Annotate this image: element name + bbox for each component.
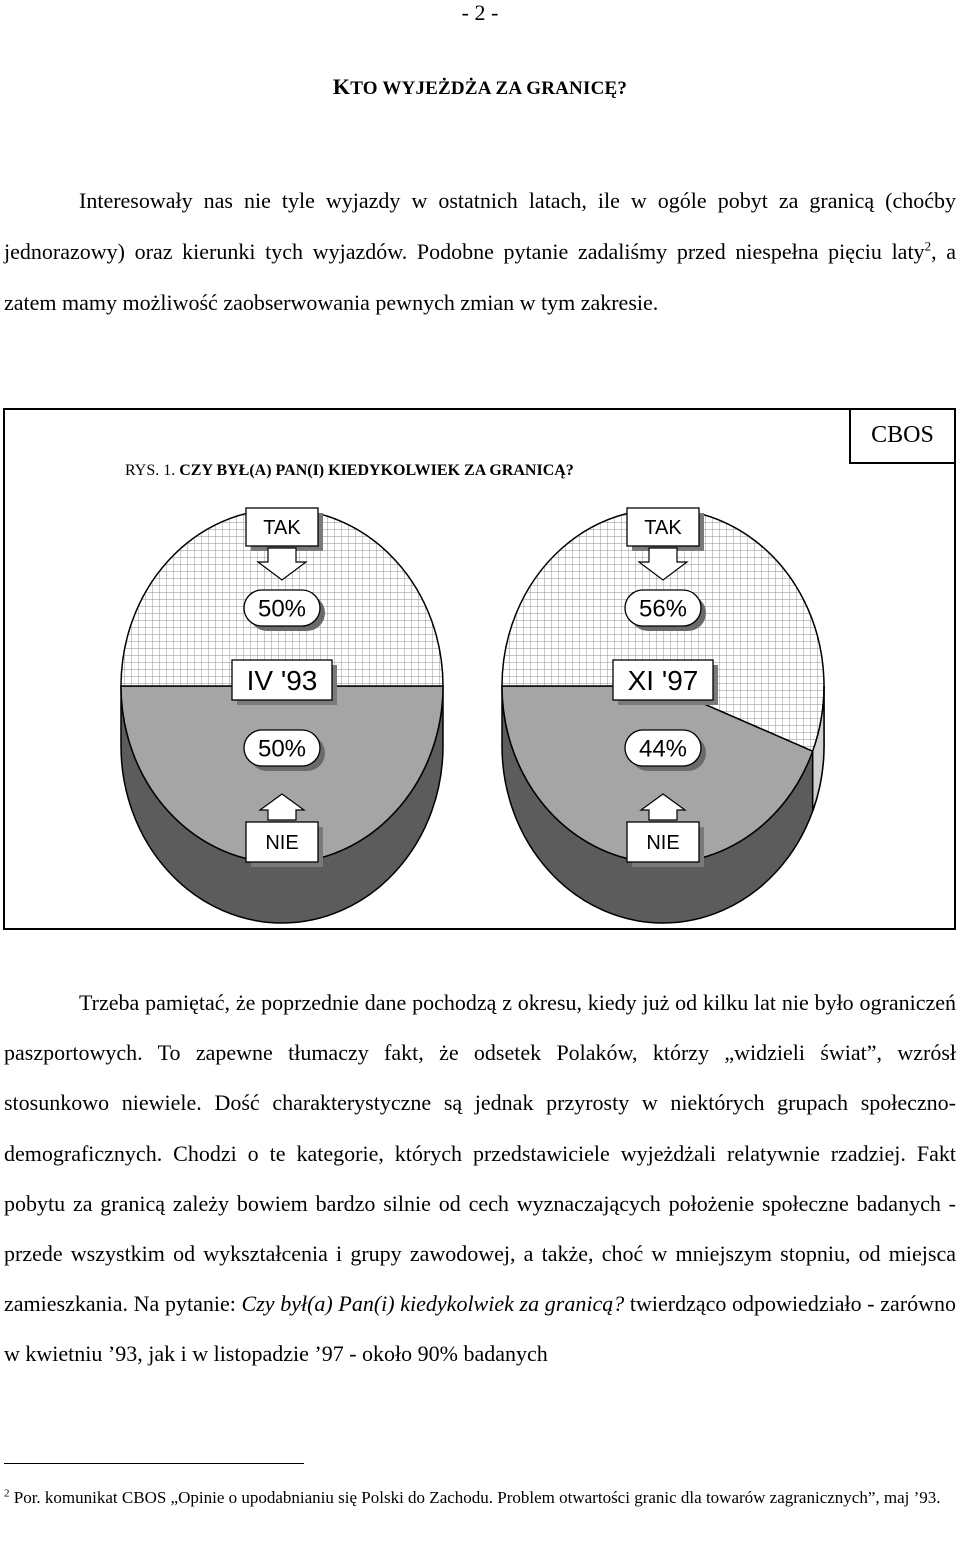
value-label-tak-2: 56% (638, 595, 688, 623)
figure-frame (3, 408, 956, 930)
period-label-2: XI '97 (627, 665, 699, 697)
value-label-nie-2: 44% (638, 735, 688, 763)
survey-question: Czy był(a) Pan(i) kiedykolwiek za granicą? (241, 1291, 625, 1317)
section-heading (0, 74, 960, 100)
footnote-rule (4, 1463, 304, 1464)
footnote-ref: 2 (924, 238, 932, 254)
body-paragraph (4, 978, 956, 1380)
footnote-number: 2 (4, 1487, 10, 1500)
page-number: - 2 - (461, 0, 499, 25)
footnote (4, 1486, 956, 1510)
heading-rest: TO WYJEŻDŻA ZA GRANICĘ? (350, 78, 628, 99)
intro-text-b: , a zatem mamy możliwość zaobserwowania pewnych zmian w tym zakresie. (4, 239, 957, 315)
heading-first-letter: K (332, 74, 351, 99)
category-label-tak-1: TAK (263, 517, 301, 540)
pie-chart-2 (502, 508, 824, 923)
figure-number: RYS. 1. (125, 462, 176, 479)
value-label-nie-1: 50% (257, 735, 307, 763)
body-text-a: Trzeba pamiętać, że poprzednie dane pochodzą z okresu, kiedy już od kilku lat nie było ograniczeń paszportowych. To zapewne tłumaczy fakt, że odsetek Polaków, którzy „widzieli świat”, wzrósł stosunkowo niewiele. Dość charakterystyczne są jednak przyrosty w niektórych grupach społeczno-demograficznych. Chodzi o te kategorie, których przedstawiciele wyjeżdżali relatywnie rzadziej. Fakt pobytu za granicą zależy bowiem bardzo silnie od cech wyznaczających położenie społeczne badanych - przede wszystkim od wykształcenia i grupy zawodowej, a także, choć w mniejszym stopniu, od miejsca zamieszkania. Na pytanie: (4, 990, 956, 1317)
source-label: CBOS (849, 410, 954, 464)
footnote-text: Por. komunikat CBOS „Opinie o upodabnianiu się Polski do Zachodu. Problem otwartości granic dla towarów zagranicznych”, maj ’93. (9, 1488, 941, 1507)
pie-charts (5, 410, 954, 928)
value-label-tak-1: 50% (257, 595, 307, 623)
period-label-1: IV '93 (246, 665, 318, 697)
category-label-nie-1: NIE (265, 832, 299, 855)
intro-text-a: Interesowały nas nie tyle wyjazdy w ostatnich latach, ile w ogóle pobyt za granicą (choćby jednorazowy) oraz kierunki tych wyjazdów. Podobne pytanie zadaliśmy przed niespełna pięciu laty (4, 188, 956, 264)
intro-paragraph (4, 175, 956, 328)
body-text-b: twierdząco odpowiedziało - zarówno w kwietniu ’93, jak i w listopadzie ’97 - około 90% badanych (4, 1291, 956, 1367)
category-label-tak-2: TAK (644, 517, 682, 540)
figure-title: CZY BYŁ(A) PAN(I) KIEDYKOLWIEK ZA GRANICĄ? (179, 462, 574, 479)
category-label-nie-2: NIE (646, 832, 680, 855)
pie-chart-1 (121, 508, 443, 923)
